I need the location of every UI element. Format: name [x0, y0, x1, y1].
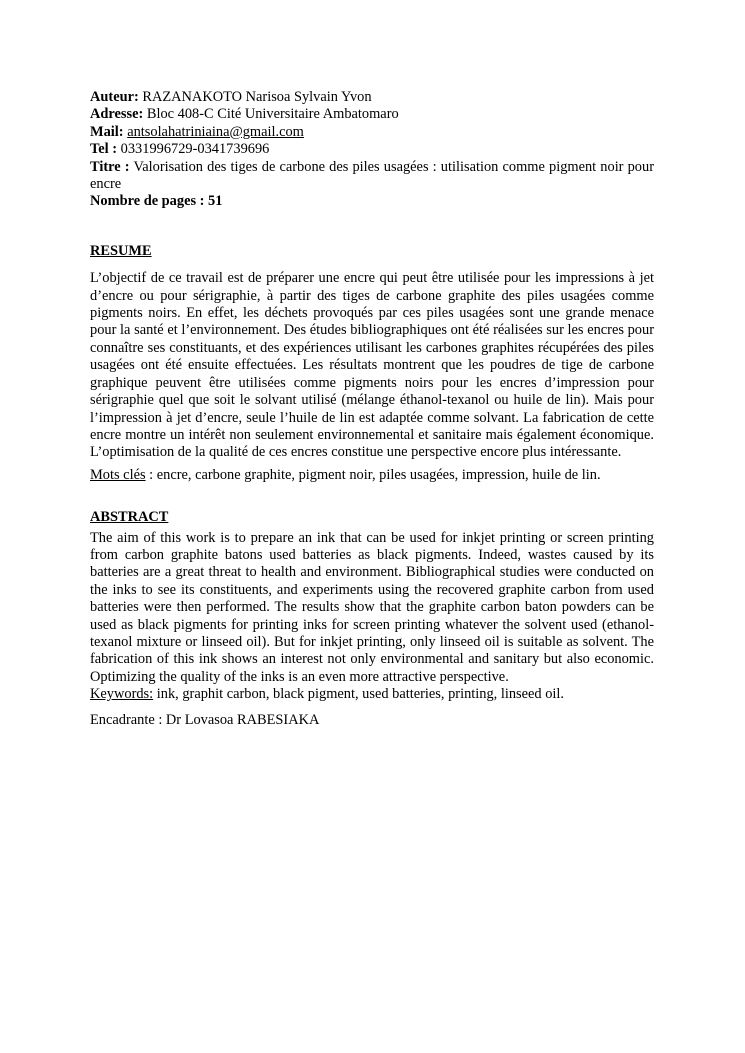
- tel-line: [90, 141, 654, 158]
- mail-label: Mail:: [90, 123, 124, 140]
- address-value: Bloc 408-C Cité Universitaire Ambatomaro: [143, 106, 399, 123]
- author-line: [90, 89, 654, 106]
- abstract-heading: ABSTRACT: [90, 509, 169, 526]
- resume-heading: RESUME: [90, 242, 152, 259]
- abstract-keywords-value: ink, graphit carbon, black pigment, used batteries, printing, linseed oil.: [153, 686, 564, 703]
- tel-value: 0331996729-0341739696: [117, 141, 270, 158]
- abstract-keywords-label: Keywords:: [90, 686, 154, 703]
- resume-keywords-value: : encre, carbone graphite, pigment noir, piles usagées, impression, huile de lin.: [145, 466, 601, 483]
- resume-body: L’objectif de ce travail est de préparer une encre qui peut être utilisée pour les impressions à jet d’encre ou pour sérigraphie, à partir des tiges de carbone graphite des piles usagées comme pigments noirs. En effet, les déchets provoqués par ces piles usagées sont une grande menace pour la santé et l’environnement. Des études bibliographiques ont été réalisées sur les encres pour connaître ses constituants, et des expériences utilisant les carbones graphites récupérées des piles usagées ont été ensuite effectuées. Les résultats montrent que les poudres de tige de carbone graphique peuvent être utilisées comme pigments noirs pour les encres d’impression pour sérigraphie quel que soit le solvant utilisé (mélange éthanol-texanol ou huile de lin). Mais pour l’impression à jet d’encre, seule l’huile de lin est adaptée comme solvant. La fabrication de cette encre montre un intérêt non seulement environnemental et sanitaire mais également économique. L’optimisation de la qualité de ces encres constitue une perspective encore plus intéressante.: [90, 270, 654, 461]
- abstract-keywords: [90, 686, 654, 703]
- mail-link[interactable]: antsolahatriniaina@gmail.com: [127, 123, 304, 140]
- address-line: [90, 106, 654, 123]
- resume-keywords: [90, 467, 654, 484]
- pages-line: Nombre de pages : 51: [90, 193, 223, 210]
- abstract-body: The aim of this work is to prepare an ink that can be used for inkjet printing or screen printing from carbon graphite batons used batteries as black pigments. Indeed, wastes caused by its batteries are a great threat to health and environment. Bibliographical studies were conducted on the inks to see its constituents, and experiments using the recovered graphite carbon from used batteries were then performed. The results show that the graphite carbon baton powders can be used as black pigments for printing inks for screen printing whatever the solvent used (ethanol-texanol mixture or linseed oil). But for inkjet printing, only linseed oil is suitable as solvent. The fabrication of this ink shows an interest not only environmental and sanitary but also economic. Optimizing the quality of the inks is an even more attractive perspective.: [90, 529, 654, 685]
- address-label: Adresse:: [90, 106, 144, 123]
- author-label: Auteur:: [90, 89, 139, 105]
- title-value: Valorisation des tiges de carbone des piles usagées : utilisation comme pigment noir pour encre: [90, 158, 654, 193]
- resume-section: [90, 243, 654, 484]
- author-value: RAZANAKOTO Narisoa Sylvain Yvon: [138, 89, 372, 105]
- abstract-section: [90, 509, 654, 703]
- mail-line: [90, 124, 654, 141]
- title-label: Titre :: [90, 158, 130, 175]
- metadata-block: [90, 89, 654, 211]
- title-line: [90, 159, 654, 194]
- supervisor-line: Encadrante : Dr Lovasoa RABESIAKA: [90, 711, 320, 728]
- tel-label: Tel :: [90, 141, 118, 158]
- resume-keywords-label: Mots clés: [90, 466, 146, 483]
- document-page: [90, 89, 654, 729]
